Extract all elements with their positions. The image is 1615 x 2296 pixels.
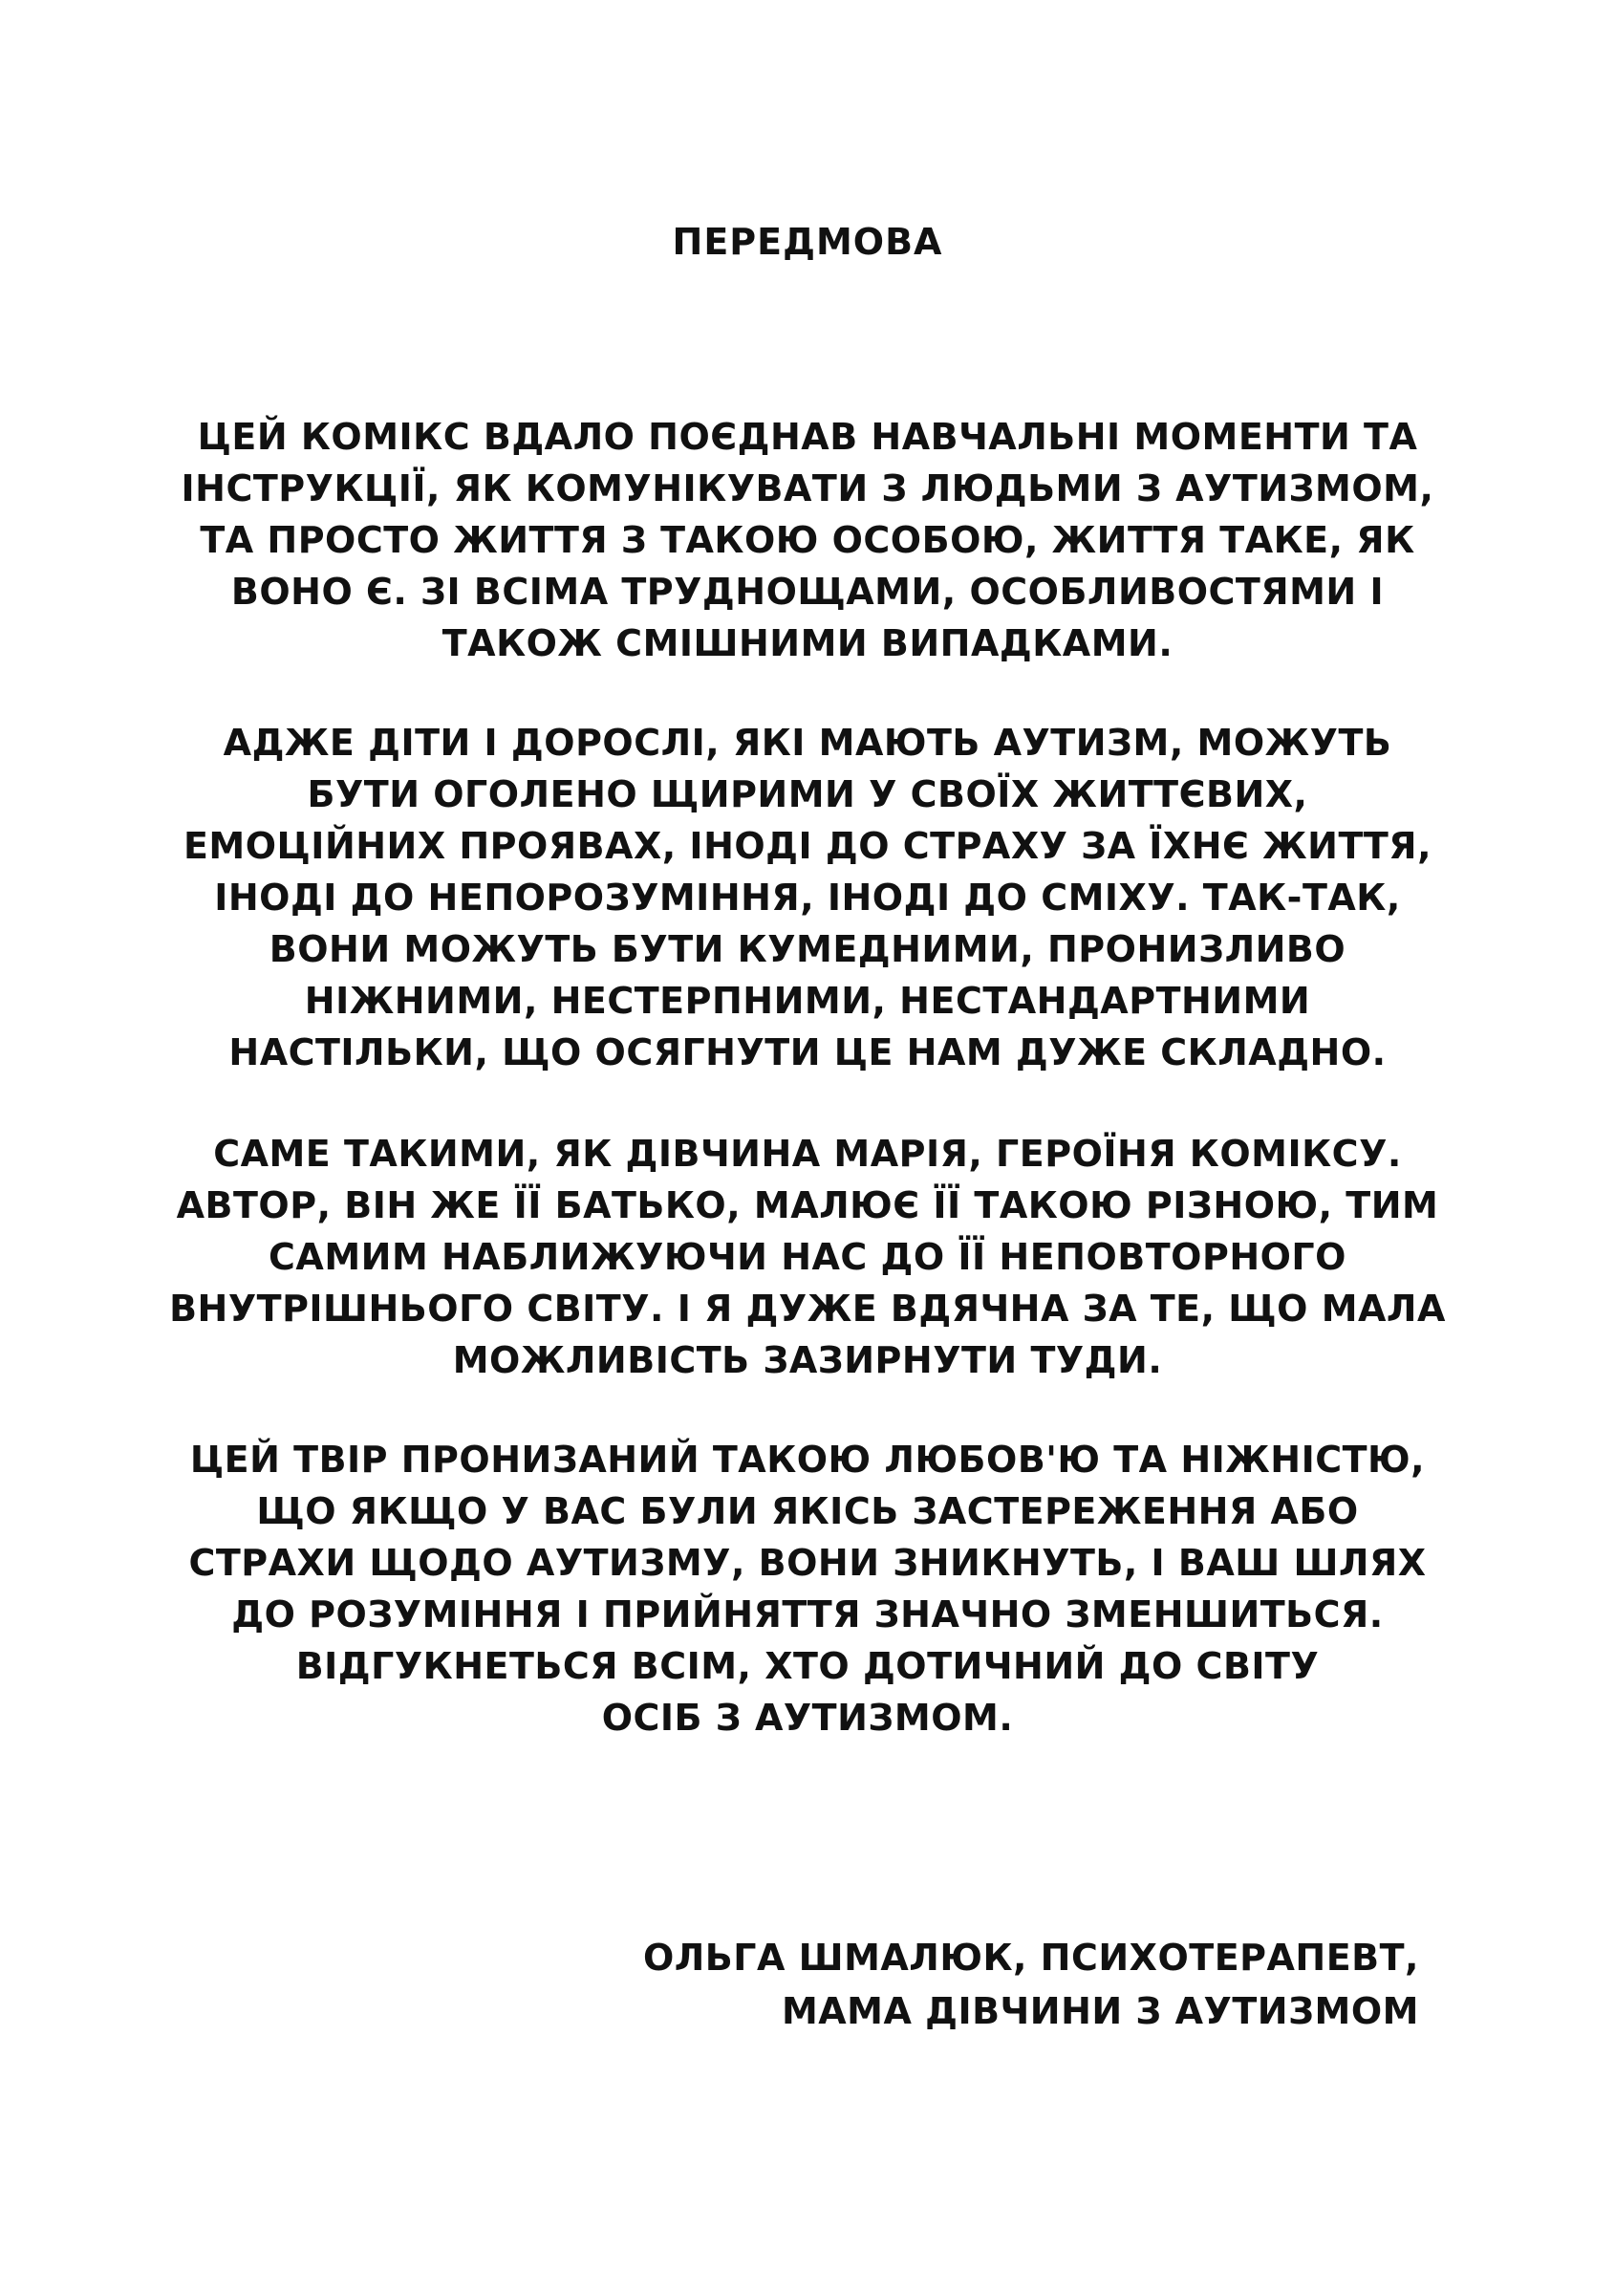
paragraph-line: ВОНО Є. ЗІ ВСІМА ТРУДНОЩАМИ, ОСОБЛИВОСТЯМИ І <box>230 571 1385 613</box>
paragraph-line: ЩО ЯКЩО У ВАС БУЛИ ЯКІСЬ ЗАСТЕРЕЖЕННЯ АБО <box>256 1490 1359 1532</box>
paragraph-line: БУТИ ОГОЛЕНО ЩИРИМИ У СВОЇХ ЖИТТЄВИХ, <box>307 773 1308 815</box>
paragraph-line: ВІДГУКНЕТЬСЯ ВСІМ, ХТО ДОТИЧНИЙ ДО СВІТУ <box>295 1645 1320 1687</box>
signature <box>478 1931 1419 2038</box>
paragraph-line: ТА ПРОСТО ЖИТТЯ З ТАКОЮ ОСОБОЮ, ЖИТТЯ ТАКЕ, ЯК <box>200 519 1415 561</box>
page-title: ПЕРЕДМОВА <box>672 221 943 263</box>
paragraph-1 <box>139 411 1476 669</box>
paragraph-3 <box>139 1128 1476 1386</box>
paragraph-line: ІНСТРУКЦІЇ, ЯК КОМУНІКУВАТИ З ЛЮДЬМИ З АУТИЗМОМ, <box>181 467 1434 509</box>
paragraph-line: ЦЕЙ ТВІР ПРОНИЗАНИЙ ТАКОЮ ЛЮБОВ'Ю ТА НІЖНІСТЮ, <box>189 1439 1426 1481</box>
signature-line: МАМА ДІВЧИНИ З АУТИЗМОМ <box>781 1990 1419 2032</box>
paragraph-line: САМИМ НАБЛИЖУЮЧИ НАС ДО ЇЇ НЕПОВТОРНОГО <box>269 1236 1346 1278</box>
paragraph-4 <box>139 1434 1476 1744</box>
paragraph-line: НІЖНИМИ, НЕСТЕРПНИМИ, НЕСТАНДАРТНИМИ <box>304 980 1311 1022</box>
paragraph-line: ІНОДІ ДО НЕПОРОЗУМІННЯ, ІНОДІ ДО СМІХУ. ТАК-ТАК, <box>214 877 1401 919</box>
paragraph-line: ТАКОЖ СМІШНИМИ ВИПАДКАМИ. <box>441 622 1174 664</box>
paragraph-line: САМЕ ТАКИМИ, ЯК ДІВЧИНА МАРІЯ, ГЕРОЇНЯ КОМІКСУ. <box>213 1133 1402 1175</box>
paragraph-line: ВНУТРІШНЬОГО СВІТУ. І Я ДУЖЕ ВДЯЧНА ЗА ТЕ, ЩО МАЛА <box>169 1288 1446 1330</box>
paragraph-line: ЕМОЦІЙНИХ ПРОЯВАХ, ІНОДІ ДО СТРАХУ ЗА ЇХНЄ ЖИТТЯ, <box>183 825 1432 867</box>
paragraph-line: АДЖЕ ДІТИ І ДОРОСЛІ, ЯКІ МАЮТЬ АУТИЗМ, МОЖУТЬ <box>223 722 1392 764</box>
paragraph-line: ОСІБ З АУТИЗМОМ. <box>601 1697 1014 1739</box>
paragraph-line: ЦЕЙ КОМІКС ВДАЛО ПОЄДНАВ НАВЧАЛЬНІ МОМЕНТИ ТА <box>197 416 1418 458</box>
paragraph-line: СТРАХИ ЩОДО АУТИЗМУ, ВОНИ ЗНИКНУТЬ, І ВАШ ШЛЯХ <box>188 1542 1427 1584</box>
paragraph-line: НАСТІЛЬКИ, ЩО ОСЯГНУТИ ЦЕ НАМ ДУЖЕ СКЛАДНО. <box>228 1031 1387 1073</box>
paragraph-line: МОЖЛИВІСТЬ ЗАЗИРНУТИ ТУДИ. <box>452 1339 1163 1381</box>
signature-line: ОЛЬГА ШМАЛЮК, ПСИХОТЕРАПЕВТ, <box>642 1937 1419 1979</box>
paragraph-line: ВОНИ МОЖУТЬ БУТИ КУМЕДНИМИ, ПРОНИЗЛИВО <box>269 928 1346 970</box>
paragraph-line: АВТОР, ВІН ЖЕ ЇЇ БАТЬКО, МАЛЮЄ ЇЇ ТАКОЮ РІЗНОЮ, ТИМ <box>176 1184 1439 1226</box>
paragraph-2 <box>139 717 1476 1078</box>
paragraph-line: ДО РОЗУМІННЯ І ПРИЙНЯТТЯ ЗНАЧНО ЗМЕНШИТЬСЯ. <box>231 1593 1384 1635</box>
